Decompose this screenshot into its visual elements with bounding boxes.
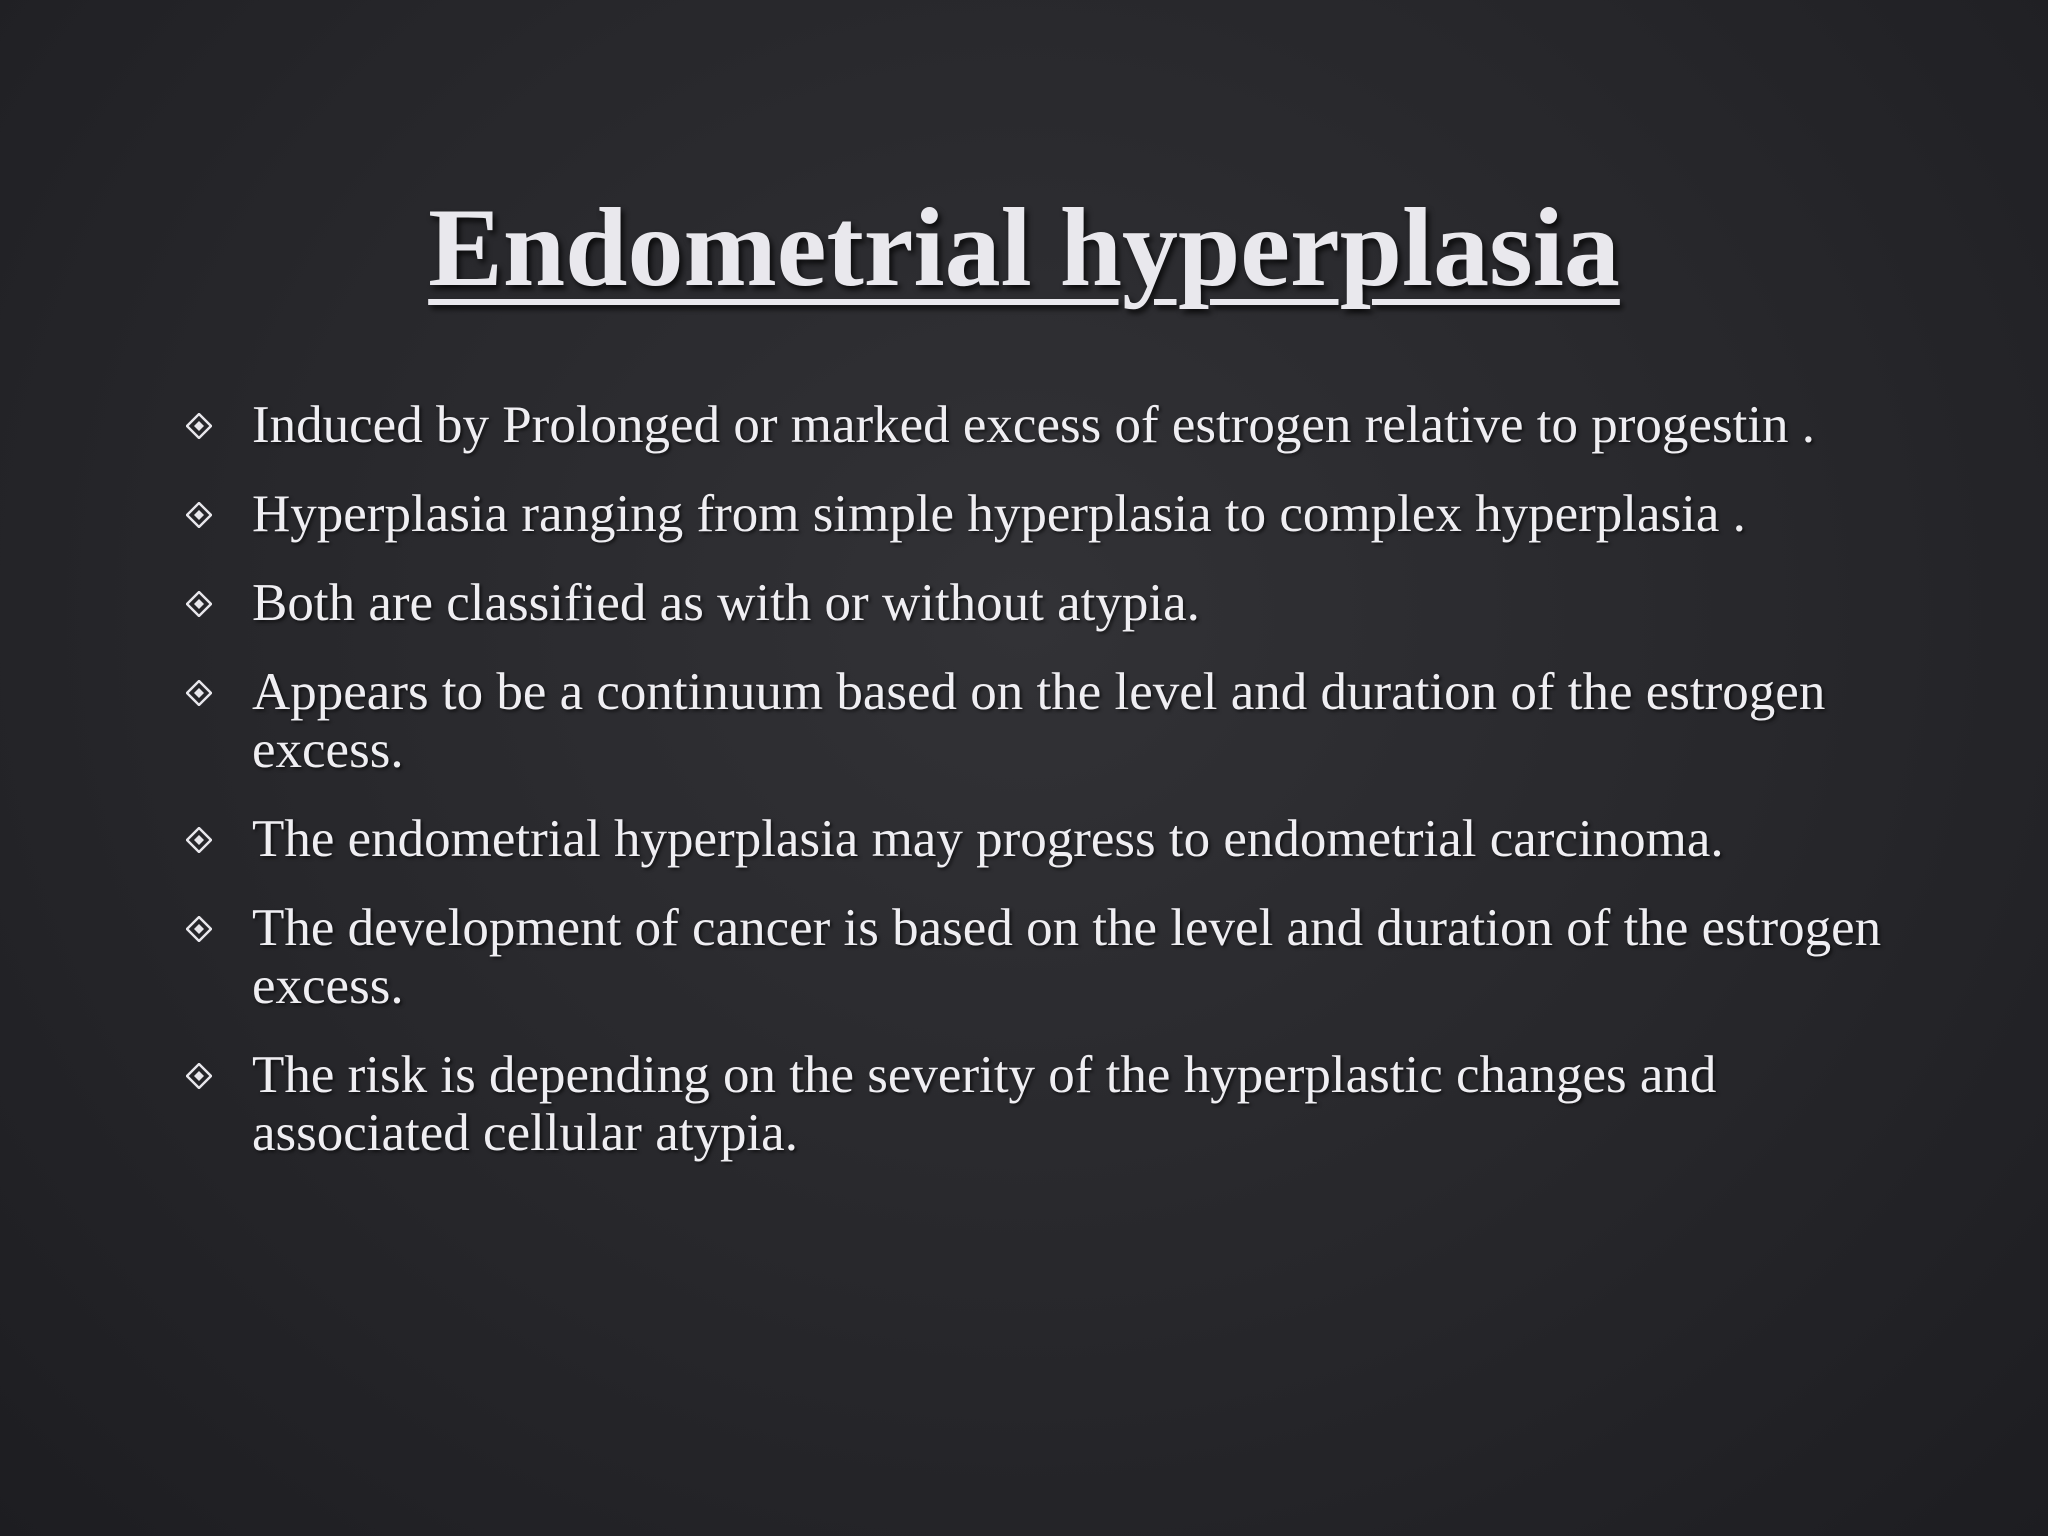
bullet-text: The development of cancer is based on the level and duration of the estrogen excess. — [252, 899, 1882, 1015]
diamond-bullet-icon — [186, 827, 212, 853]
bullet-item — [186, 574, 1906, 632]
bullet-item — [186, 396, 1906, 454]
diamond-bullet-icon — [186, 591, 212, 617]
bullet-list — [186, 396, 1906, 1193]
diamond-bullet-icon — [186, 916, 212, 942]
diamond-bullet-icon — [186, 680, 212, 706]
bullet-text: Appears to be a continuum based on the level and duration of the estrogen excess. — [252, 663, 1826, 779]
bullet-item — [186, 663, 1906, 779]
slide-title-text: Endometrial hyperplasia — [428, 186, 1620, 310]
diamond-bullet-icon — [186, 502, 212, 528]
bullet-text: The risk is depending on the severity of the hyperplastic changes and associated cellular atypia. — [252, 1046, 1717, 1162]
bullet-text: Both are classified as with or without atypia. — [252, 574, 1200, 632]
diamond-bullet-icon — [186, 413, 212, 439]
bullet-item — [186, 810, 1906, 868]
bullet-text: Induced by Prolonged or marked excess of estrogen relative to progestin . — [252, 396, 1816, 454]
bullet-text: The endometrial hyperplasia may progress to endometrial carcinoma. — [252, 810, 1724, 868]
bullet-item — [186, 899, 1906, 1015]
bullet-item — [186, 485, 1906, 543]
bullet-text: Hyperplasia ranging from simple hyperplasia to complex hyperplasia . — [252, 485, 1746, 543]
slide-title — [0, 178, 2048, 318]
diamond-bullet-icon — [186, 1063, 212, 1089]
bullet-item — [186, 1046, 1906, 1162]
